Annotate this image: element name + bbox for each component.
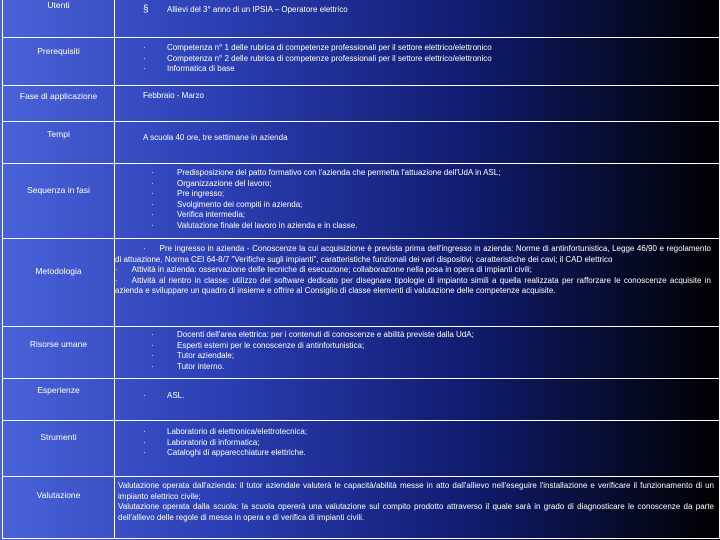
list-item: Predisposizione del patto formativo con l'azienda che permetta l'attuazione dell'UdA in ASL; (177, 168, 501, 177)
list-item: Verifica intermedia; (177, 210, 246, 219)
bullet-icon: · (151, 178, 154, 188)
evaluation-paragraph: Valutazione operata dalla scuola: la scuola opererà una valutazione sul compito prodotto attraverso il quale sarà in grado di diagnosticare le conoscenze da parte dell'allievo delle regole di messa in opera e di verifica di impianti civili. (118, 502, 714, 522)
bullet-icon: · (151, 199, 154, 209)
bullet-icon: · (151, 361, 154, 371)
bullet-icon: · (151, 340, 154, 350)
row-prerequisiti (3, 37, 719, 86)
row-risorse (3, 326, 719, 379)
row-label-sequenza: Sequenza in fasi (27, 185, 90, 195)
list-item: Docenti dell'area elettrica: per i contenuti di conoscenze e abilità previste dalla UdA; (177, 330, 474, 339)
bullet-icon: · (151, 189, 154, 198)
list-item: Valutazione finale del lavoro in azienda e in classe. (177, 220, 358, 230)
bullet-icon: · (115, 265, 118, 274)
row-label-valutazione: Valutazione (36, 490, 81, 500)
list-item: Tutor interno. (177, 361, 225, 371)
row-content-strumenti (115, 427, 719, 459)
list-item: Competenza n° 1 delle rubrica di competenze professionali per il settore elettrico/elettronico (167, 43, 492, 52)
bullet-icon: · (143, 244, 146, 253)
row-strumenti (3, 420, 719, 477)
row-tempi (3, 121, 719, 164)
content-text: Febbraio - Marzo (143, 91, 204, 100)
bullet-icon: · (115, 275, 118, 285)
bullet-icon: · (143, 391, 146, 400)
row-label-strumenti: Strumenti (40, 432, 77, 442)
row-content-risorse (115, 330, 719, 372)
list-item: Laboratorio di informatica; (167, 437, 260, 447)
list-item: Competenza n° 2 delle rubrica di competenze professionali per il settore elettrico/elettronico (167, 53, 492, 63)
list-item: Organizzazione del lavoro; (177, 178, 272, 188)
section-marker: § (143, 4, 149, 15)
list-item: ASL. (167, 391, 185, 400)
content-text: Allievi del 3° anno di un IPSIA – Operatore elettrico (167, 5, 348, 14)
methodology-paragraph: · Attività al rientro in classe: utilizzo del software dedicato per disegnare tipologie di impianto simili a quella realizzata per rafforzare le conoscenze acquisite in azienda e sviluppare un quadro di insieme e offrire al Consiglio di classe elementi di valutazione delle competenze acquisite. (115, 275, 711, 295)
list-item: Informatica di base (167, 64, 235, 73)
bullet-icon: · (143, 53, 146, 63)
row-content-sequenza (115, 168, 719, 231)
bullet-icon: · (143, 427, 146, 436)
row-content-metodologia (115, 244, 711, 297)
row-content-esperienze (115, 391, 719, 402)
bullet-icon: · (143, 448, 146, 457)
row-sequenza (3, 163, 719, 239)
info-table (2, 0, 720, 539)
bullet-icon: · (151, 210, 154, 219)
row-esperienze (3, 378, 719, 421)
row-content-valutazione (115, 481, 714, 523)
row-valutazione (3, 476, 719, 539)
row-label-utenti: Utenti (47, 0, 70, 10)
column-divider (114, 0, 115, 538)
list-item: Esperti esterni per le conoscenze di antinfortunistica; (177, 340, 365, 350)
methodology-paragraph: · Pre ingresso in azienda - Conoscenze la cui acquisizione è prevista prima dell'ingresso in azienda: Norme di antinfortunistica, Legge 46/90 e regolamento di attuazione, Norma CEI 64-8/7 "Verifiche sugli impianti", caratteristiche funzionali dei vari dispositivi; caratteristiche dei cavi; il CAD elettrico (115, 244, 711, 264)
row-content-fase (115, 91, 719, 102)
content-text: A scuola 40 ore, tre settimane in azienda (143, 133, 288, 142)
list-item: Pre ingresso; (177, 189, 225, 198)
bullet-icon: · (143, 43, 146, 52)
evaluation-paragraph: Valutazione operata dall'azienda: il tutor aziendale valuterà le capacità/abilità messe in atto dall'allievo nell'eseguire l'installazione e verificare il funzionamento di un impianto elettrico civile; (118, 481, 714, 501)
list-item: Svolgimento dei compiti in azienda; (177, 199, 303, 209)
bullet-icon: · (151, 168, 154, 177)
row-label-fase: Fase di applicazione (19, 91, 98, 101)
methodology-paragraph: · Attività in azienda: osservazione delle tecniche di esecuzione; collaborazione nella posa in opera di impianti civili; (115, 265, 532, 274)
bullet-icon: · (143, 437, 146, 447)
bullet-icon: · (143, 64, 146, 73)
row-metodologia (3, 238, 719, 327)
row-fase (3, 85, 719, 122)
row-content-prerequisiti (115, 43, 719, 75)
bullet-icon: · (151, 220, 154, 230)
row-label-tempi: Tempi (47, 129, 70, 139)
row-utenti (3, 0, 719, 37)
list-item: Tutor aziendale; (177, 351, 235, 360)
row-label-prerequisiti: Prerequisiti (37, 46, 80, 56)
row-label-risorse: Risorse umane (29, 339, 88, 349)
bullet-icon: · (151, 351, 154, 360)
row-content-utenti (115, 5, 719, 16)
row-label-esperienze: Esperienze (37, 385, 80, 395)
row-content-tempi (115, 133, 719, 144)
list-item: Cataloghi di apparecchiature elettriche. (167, 448, 306, 457)
bullet-icon: · (151, 330, 154, 339)
row-label-metodologia: Metodologia (35, 266, 82, 276)
list-item: Laboratorio di elettronica/elettrotecnica; (167, 427, 308, 436)
